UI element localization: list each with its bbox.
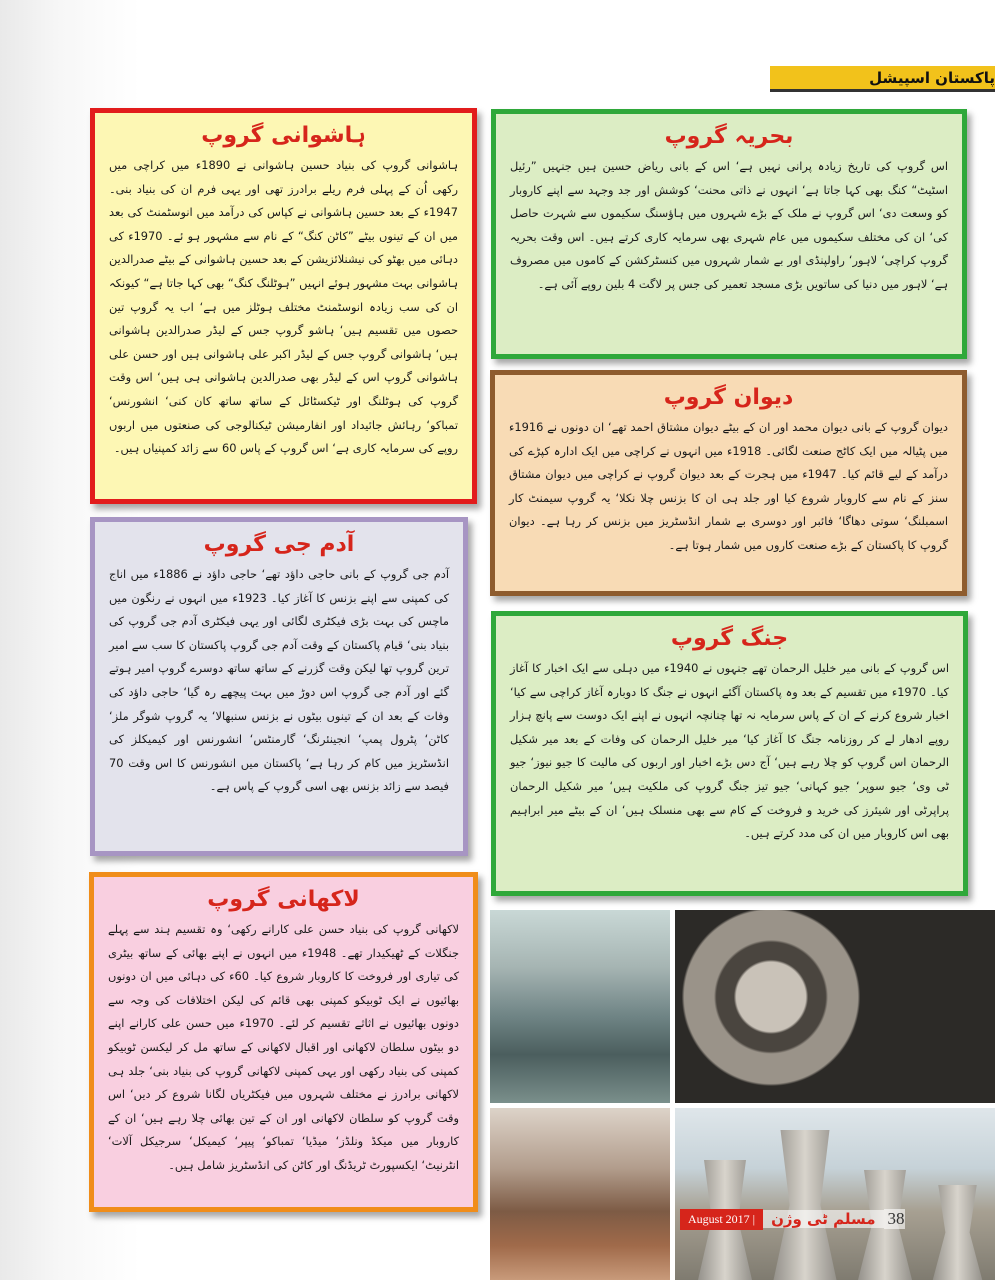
photo-industrial-pipes <box>490 910 670 1103</box>
cooling-tower <box>930 1185 985 1280</box>
article-bahria-group <box>491 109 967 359</box>
photo-factory-interior <box>490 1108 670 1280</box>
article-hashwani-group <box>90 108 477 504</box>
photo-machine-gears <box>675 910 995 1103</box>
page-footer <box>680 1207 995 1231</box>
issue-date: August 2017 | <box>680 1209 763 1230</box>
article-adamjee-group <box>90 517 468 856</box>
section-header: پاکستان اسپیشل <box>770 66 995 92</box>
article-lakhani-group <box>89 872 478 1212</box>
article-dewan-group <box>490 370 967 596</box>
article-body: لاکھانی گروپ کی بنیاد حسن علی کارانے رکھی‘ وہ تقسیم ہند سے پہلے جنگلات کے ٹھیکیدار تھے۔ 1948ء میں انہوں نے اپنے بھائی کے ساتھ بیٹری کی تیاری اور فروخت کا کاروبار شروع کیا۔ 60ء کی دہائی میں ان دونوں بھائیوں نے ایک ٹوبیکو کمپنی بھی قائم کی لیکن اختلافات کی وجہ سے دونوں بھائیوں نے اثاثے تقسیم کر لئے۔ 1970ء میں حسن علی کارانے اپنے دو بیٹوں سلطان لاکھانی اور اقبال لاکھانی کے ساتھ مل کر لیکسن ٹوبیکو کمپنی کی بنیاد رکھی اور یہی کمپنی لاکھانی گروپ کی بنیاد بنی‘ جلد ہی لاکھانی برادرز نے مختلف شہروں میں فیکٹریاں لگانا شروع کر دیں‘ اس وقت گروپ کو سلطان لاکھانی اور ان کے تین بھائی چلا رہے ہیں‘ ان کے کاروبار میں میکڈ ونلڈز‘ میڈیا‘ تمباکو‘ پیپر‘ کیمیکل‘ سرجیکل آلات‘ انٹرنیٹ‘ ایکسپورٹ ٹریڈنگ اور کاٹن کی انڈسٹریز شامل ہیں۔ <box>108 922 459 1172</box>
article-body: آدم جی گروپ کے بانی حاجی داؤد تھے‘ حاجی داؤد نے 1886ء میں اناج کی کمپنی سے اپنے بزنس کا آغاز کیا۔ 1923ء میں انہوں نے رنگون میں ماچس کی بہت بڑی فیکٹری لگائی اور یہی فیکٹری آدم جی گروپ کی بنیاد بنی‘ قیام پاکستان کے وقت آدم جی گروپ پاکستان کا سب سے امیر ترین گروپ تھا لیکن وقت گزرنے کے ساتھ ساتھ دوسرے گروپ امیر ہوتے گئے اور آدم جی گروپ اس دوڑ میں بہت پیچھے رہ گیا‘ حاجی داؤد کی وفات کے بعد ان کے تینوں بیٹوں نے بزنس سنبھالا‘ یہ گروپ شوگر ملز‘ کاٹن‘ پٹرول پمپ‘ انجینئرنگ‘ گارمنٹس‘ انشورنس اور کیمیکلز کی انڈسٹریز میں کام کر رہا ہے‘ پاکستان میں انشورنس کا اس وقت 70 فیصد سے زائد بزنس بھی اسی گروپ کے پاس ہے۔ <box>109 567 450 794</box>
article-title: جنگ گروپ <box>670 626 789 651</box>
article-title: ہاشوانی گروپ <box>201 123 366 148</box>
article-title: بحریہ گروپ <box>664 124 794 149</box>
article-jang-group <box>491 611 968 896</box>
article-title: لاکھانی گروپ <box>207 887 360 912</box>
article-body: دیوان گروپ کے بانی دیوان محمد اور ان کے بیٹے دیوان مشتاق احمد تھے‘ ان دونوں نے 1916ء میں پٹیالہ میں ایک کاٹج صنعت لگائی۔ 1918ء میں انہوں نے کراچی میں ایک ادارہ کپڑے کی درآمد کے لیے قائم کیا۔ 1947ء میں ہجرت کے بعد دیوان گروپ نے کراچی میں دیوان مشتاق سنز کے نام سے کاروبار شروع کیا اور جلد ہی ان کا بزنس چلا نکلا‘ یہ گروپ سیمنٹ کار اسمبلنگ‘ سوتی دھاگا‘ فائبر اور دوسری بے شمار انڈسٹریز میں بزنس کر رہا ہے۔ دیوان گروپ کا پاکستان کے بڑے صنعت کاروں میں شمار ہوتا ہے۔ <box>509 420 949 552</box>
photo-cooling-towers <box>675 1108 995 1280</box>
article-title: دیوان گروپ <box>663 385 794 410</box>
article-body: اس گروپ کی تاریخ زیادہ پرانی نہیں ہے‘ اس کے بانی ریاض حسین ہیں جنہیں ”رئیل اسٹیٹ“ کنگ بھی کہا جاتا ہے‘ انہوں نے ذاتی محنت‘ کوشش اور جد وجہد سے اپنے کاروبار کو وسعت دی‘ اس گروپ نے ملک کے بڑے شہروں میں ہاؤسنگ سکیموں سے شہرت حاصل کی‘ ان کی مختلف سکیموں میں عام شہری بھی سرمایہ کاری کرتے ہیں۔ اس وقت بحریہ گروپ کراچی‘ لاہور‘ راولپنڈی اور بے شمار شہروں میں کنسٹرکشن کے کاموں میں مصروف ہے‘ لاہور میں دنیا کی ساتویں بڑی مسجد تعمیر کی جس پر لاگت 4 بلین روپے آئی ہے۔ <box>510 159 948 291</box>
article-body: اس گروپ کے بانی میر خلیل الرحمان تھے جنہوں نے 1940ء میں دہلی سے ایک اخبار کا آغاز کیا۔ 1970ء میں تقسیم کے بعد وہ پاکستان آگئے انہوں نے جنگ کا دوبارہ آغاز کراچی سے کیا‘ اخبار شروع کرنے کے ان کے پاس سرمایہ نہ تھا چنانچہ انہوں نے اپنے ایک دوست سے پانچ ہزار روپے ادھار لے کر روزنامہ جنگ کا آغاز کیا‘ میر خلیل الرحمان کی وفات کے بعد میر شکیل الرحمان اس گروپ کو چلا رہے ہیں‘ آج دس بڑے اخبار اور اربوں کی مالیت کا جیو نیوز‘ جیو ٹی وی‘ جیو سوپر‘ جیو کہانی‘ جیو تیز جنگ گروپ کی ملکیت ہیں‘ میر شکیل الرحمان پراپرٹی اور شیئرز کی خرید و فروخت کے کام سے بھی منسلک ہیں‘ ان کے بیٹے میر ابراہیم بھی اس کاروبار میں ان کی مدد کرتے ہیں۔ <box>510 661 949 841</box>
article-body: ہاشوانی گروپ کی بنیاد حسین ہاشوانی نے 1890ء میں کراچی میں رکھی اُن کے پہلی فرم ریلے برادرز تھی اور یہی فرم ان کی بنیاد بنی۔ 1947ء کے بعد حسین ہاشوانی نے کپاس کی درآمد میں انوسٹمنٹ کی بعد میں ان کے تینوں بیٹے ”کاٹن کنگ“ کے نام سے مشہور ہو ئے۔ 1970ء کی دہائی میں بھٹو کی نیشنلائزیشن کے بعد حسین ہاشوانی کے بیٹے صدرالدین ہاشوانی بہت مشہور ہوئے انہیں ”ہوٹلنگ کنگ“ بھی کہا جاتا ہے“ کیونکہ ان کی سب زیادہ انوسٹمنٹ مختلف ہوٹلز میں ہے‘ اب یہ گروپ تین حصوں میں تقسیم ہیں‘ ہاشو گروپ جس کے لیڈر صدرالدین ہاشوانی ہیں‘ ہاشوانی گروپ جس کے لیڈر اکبر علی ہاشوانی ہیں اور حسن علی ہاشوانی گروپ اس کے لیڈر بھی صدرالدین ہاشوانی ہی ہیں‘ اس وقت گروپ کی ہوٹلنگ اور ٹیکسٹائل کے ساتھ ساتھ کان کنی‘ انشورنس‘ تمباکو‘ رہائش جائیداد اور انفارمیشن ٹیکنالوجی کی صنعتوں میں اربوں روپے کی سرمایہ کاری ہے‘ اس گروپ کے پاس 60 سے زائد کمپنیاں ہیں۔ <box>109 158 459 456</box>
magazine-logo: مسلم ٹی وژن <box>763 1210 883 1228</box>
cooling-tower <box>770 1130 840 1280</box>
article-title: آدم جی گروپ <box>203 532 355 557</box>
page-number: 38 <box>884 1209 905 1229</box>
